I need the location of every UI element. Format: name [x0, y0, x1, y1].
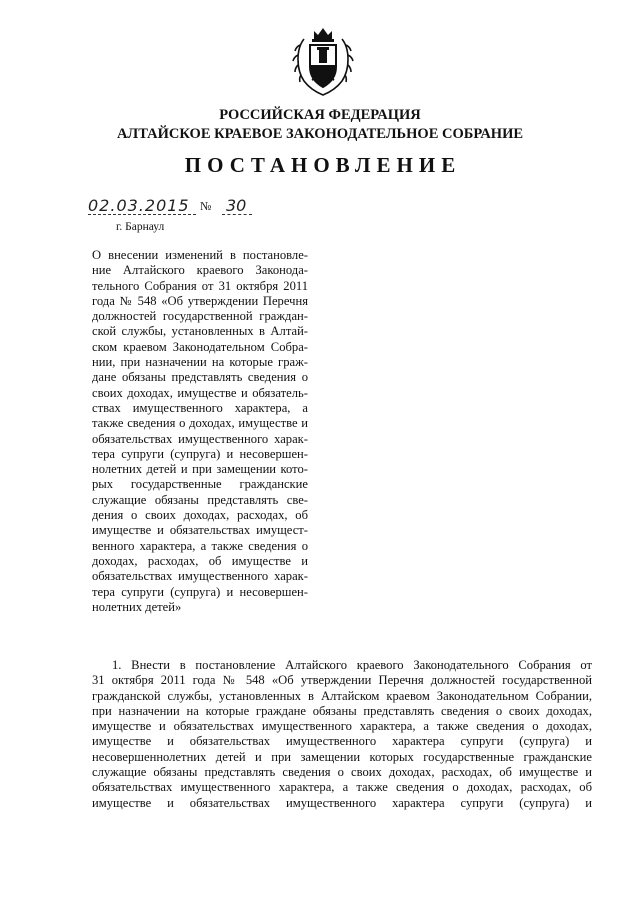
- body-line: несовершеннолетних детей и при замещении которых государственные гражданские: [92, 749, 592, 764]
- title-line: нолетних детей»: [92, 599, 182, 614]
- body-line: 1. Внести в постановление Алтайского краевого Законодательного Собрания от: [112, 658, 592, 672]
- document-title: [92, 248, 308, 615]
- title-line: обязательствах имущественного харак-: [92, 431, 308, 446]
- body-line: 31 октября 2011 года № 548 «Об утверждении Перечня должностей государственной: [92, 673, 592, 688]
- number-sign: №: [200, 199, 212, 213]
- title-line: рых государственные гражданские: [92, 477, 308, 492]
- document-date: 02.03.2015: [88, 196, 190, 215]
- document-type-heading: ПОСТАНОВЛЕНИЕ: [184, 153, 462, 177]
- body-line: имуществе и обязательствах имущественного характера супруги (супруга) и: [92, 734, 592, 749]
- title-line: тера супруги (супруга) и несовершен-: [92, 584, 308, 599]
- title-line: имуществе и обязательствах имущест-: [92, 523, 308, 538]
- title-line: нолетних детей и при замещении кото-: [92, 462, 308, 477]
- body-line: при назначении на которые граждане обязаны представлять сведения о своих доходах,: [92, 703, 592, 718]
- title-line: дане обязаны представлять сведения о: [92, 370, 308, 385]
- title-line: ствах имущественного характера, а: [92, 400, 308, 415]
- coat-of-arms-emblem: [290, 25, 356, 97]
- body-line: гражданской службы, установленных в Алтайском краевом Законодательном Собрании,: [92, 688, 592, 703]
- title-line: ском краевом Законодательном Собра-: [92, 339, 308, 354]
- title-line: обязательствах имущественного харак-: [92, 569, 308, 584]
- title-line: служащие обязаны представлять све-: [92, 492, 308, 507]
- country-heading: РОССИЙСКАЯ ФЕДЕРАЦИЯ: [219, 107, 421, 123]
- body-line: имуществе и обязательствах имущественного характера супруги (супруга) и: [92, 795, 592, 810]
- title-line: О внесении изменений в постановле-: [92, 248, 308, 262]
- assembly-heading: АЛТАЙСКОЕ КРАЕВОЕ ЗАКОНОДАТЕЛЬНОЕ СОБРАНИЕ: [116, 126, 524, 142]
- title-line: должностей государственной граждан-: [92, 309, 308, 324]
- document-body: [92, 658, 592, 811]
- title-line: тера супруги (супруга) и несовершен-: [92, 446, 308, 461]
- city: г. Барнаул: [116, 221, 165, 233]
- body-line: служащие обязаны представлять сведения о своих доходах, расходах, об имуществе и: [92, 765, 592, 780]
- date-underline: [88, 214, 196, 215]
- title-line: нии, при назначении на которые граж-: [92, 355, 308, 370]
- title-line: доходах, расходах, об имуществе и: [92, 553, 308, 568]
- title-line: также сведения о доходах, имуществе и: [92, 416, 308, 431]
- date-number-line: [88, 196, 308, 218]
- title-line: тельного Собрания от 31 октября 2011: [92, 278, 308, 293]
- title-line: ние Алтайского краевого Законода-: [92, 263, 308, 278]
- number-underline: [222, 214, 252, 215]
- title-line: своих доходах, имуществе и обязатель-: [92, 385, 308, 400]
- body-line: имуществе и обязательствах имущественного характера, а также сведения о доходах,: [92, 719, 592, 734]
- title-line: ской службы, установленных в Алтай-: [92, 324, 308, 339]
- document-number: 30: [226, 196, 247, 215]
- title-line: года № 548 «Об утверждении Перечня: [92, 293, 308, 308]
- title-line: дения о своих доходах, расходах, об: [92, 508, 308, 523]
- body-line: обязательствах имущественного характера, а также сведения о доходах, расходах, об: [92, 780, 592, 795]
- title-line: венного характера, а также сведения о: [92, 538, 308, 553]
